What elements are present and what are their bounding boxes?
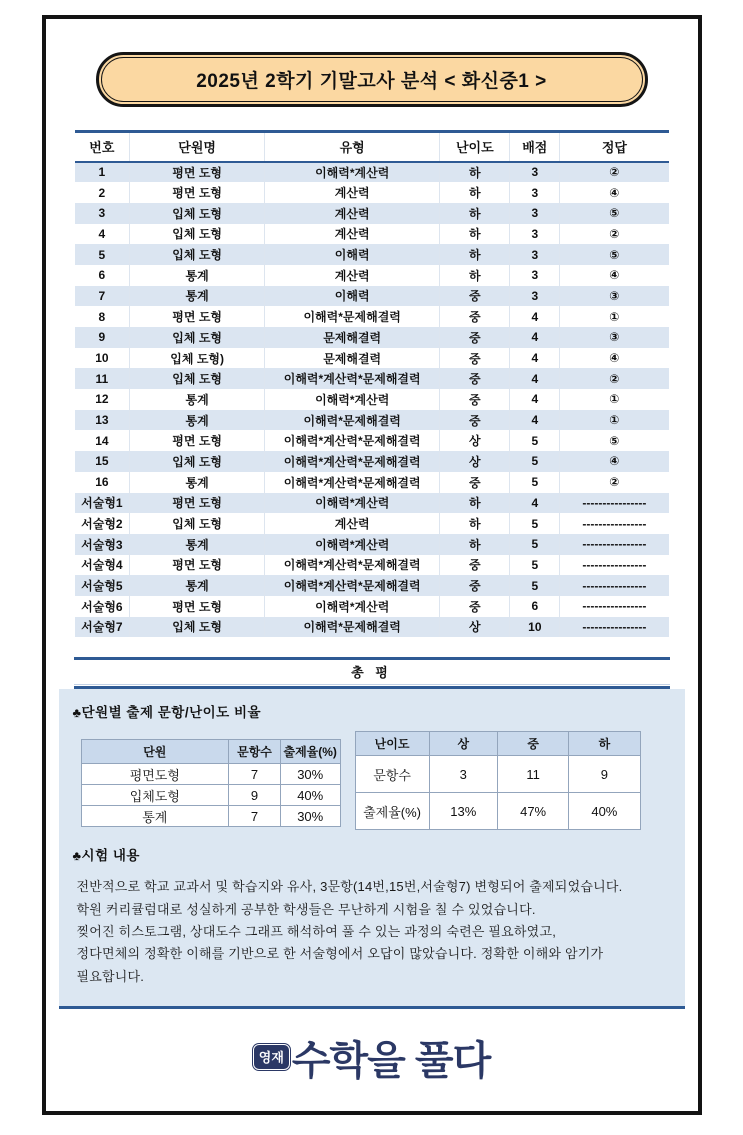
table-cell: 중 (440, 368, 510, 389)
club-suit-icon: ♣ (72, 705, 82, 721)
table-cell: 평면 도형 (130, 555, 265, 576)
table-row (75, 472, 669, 493)
table-cell: 3 (429, 756, 497, 793)
table-row (75, 182, 669, 203)
table-cell: 4 (510, 493, 560, 514)
table-cell: 8 (98, 309, 106, 324)
table-cell: 계산력 (265, 224, 440, 245)
table-cell: 5 (510, 513, 560, 534)
logo-badge: 영재 (253, 1044, 290, 1070)
table-row (75, 513, 669, 534)
table-cell: 4 (510, 410, 560, 431)
table-cell: 하 (440, 162, 510, 183)
table-row (75, 306, 669, 327)
table-cell: 하 (440, 513, 510, 534)
table-cell: ② (560, 368, 669, 389)
table-cell: ③ (560, 286, 669, 307)
comment-line: 찢어진 히스토그램, 상대도수 그래프 해석하여 풀 수 있는 과정의 숙련은 필요하였고, (76, 924, 557, 940)
table-cell: ---------------- (560, 596, 669, 617)
table-cell: 출제율(%) (355, 793, 429, 830)
exam-content-heading (73, 844, 671, 864)
table-row (75, 224, 669, 245)
table-cell: 계산력 (265, 203, 440, 224)
table-cell: 중 (440, 286, 510, 307)
summary-section (59, 689, 685, 1009)
table-cell: ① (560, 306, 669, 327)
table-cell: 이해력*문제해결력 (265, 306, 440, 327)
table-row (355, 756, 640, 793)
table-cell: 3 (510, 244, 560, 265)
table-cell: 통계 (130, 265, 265, 286)
table-cell: 4 (510, 348, 560, 369)
table-cell: 이해력 (265, 244, 440, 265)
table-cell: 4 (510, 327, 560, 348)
table-header-cell: 유형 (265, 132, 440, 162)
table-cell: 9 (75, 327, 130, 348)
table-cell: 2 (98, 185, 106, 200)
table-cell: 5 (510, 451, 560, 472)
table-cell: 15 (75, 451, 130, 472)
table-cell: 이해력 (265, 286, 440, 307)
table-cell: 입체 도형 (130, 513, 265, 534)
table-cell: ① (560, 389, 669, 410)
table-row (75, 286, 669, 307)
table-cell: 이해력*계산력*문제해결력 (265, 368, 440, 389)
table-header-row (81, 740, 340, 764)
table-cell: 상 (440, 451, 510, 472)
table-cell: 9 (569, 756, 640, 793)
table-cell: 계산력 (265, 265, 440, 286)
table-cell: 이해력*문제해결력 (265, 617, 440, 638)
table-cell: 통계 (130, 389, 265, 410)
club-suit-icon: ♣ (72, 848, 82, 864)
table-cell: 5 (75, 244, 130, 265)
table-cell: 문항수 (355, 756, 429, 793)
table-cell: 하 (440, 244, 510, 265)
table-cell: 3 (510, 203, 560, 224)
table-cell: 중 (440, 306, 510, 327)
table-row (75, 430, 669, 451)
table-cell: ⑤ (560, 244, 669, 265)
table-row (75, 244, 669, 265)
table-cell: 중 (440, 410, 510, 431)
table-cell: 중 (440, 596, 510, 617)
table-cell: ---------------- (560, 534, 669, 555)
table-cell: 상 (440, 617, 510, 638)
table-header-cell: 배점 (510, 132, 560, 162)
table-cell: 평면 도형 (130, 162, 265, 183)
table-cell: 평면 도형 (130, 493, 265, 514)
table-cell: ---------------- (560, 513, 669, 534)
table-cell: 이해력*계산력 (265, 534, 440, 555)
table-cell: 하 (440, 224, 510, 245)
table-cell: ④ (560, 265, 669, 286)
table-cell: 입체 도형 (130, 203, 265, 224)
table-cell: 10 (95, 351, 109, 366)
table-cell: 4 (510, 306, 560, 327)
table-row (75, 493, 669, 514)
table-cell: ---------------- (560, 493, 669, 514)
exam-content-heading-label: 시험 내용 (81, 848, 140, 864)
table-cell: ⑤ (560, 203, 669, 224)
table-cell: 하 (440, 493, 510, 514)
table-row (81, 764, 340, 785)
table-cell: 평면도형 (81, 764, 229, 785)
comment-line: 정다면체의 정확한 이해를 기반으로 한 서술형에서 오답이 많았습니다. 정확한 이해와 암기가 (76, 946, 604, 962)
table-cell: 40% (569, 793, 640, 830)
table-cell: 3 (510, 265, 560, 286)
table-cell: ④ (560, 451, 669, 472)
table-header-cell: 난이도 (355, 732, 429, 756)
table-cell: 이해력*계산력*문제해결력 (265, 555, 440, 576)
table-header-cell: 하 (569, 732, 640, 756)
table-header-cell: 문항수 (229, 740, 281, 764)
table-cell: 하 (440, 182, 510, 203)
table-cell: ⑤ (560, 430, 669, 451)
table-cell: 6 (510, 596, 560, 617)
table-header-cell: 상 (429, 732, 497, 756)
table-cell: 서술형7 (75, 617, 130, 638)
table-cell: 입체도형 (81, 785, 229, 806)
table-cell: 하 (440, 534, 510, 555)
table-cell: 통계 (130, 286, 265, 307)
table-cell: 서술형1 (75, 493, 130, 514)
unit-ratio-heading (73, 701, 671, 721)
table-header-cell: 번호 (75, 132, 130, 162)
table-cell: 서술형3 (75, 534, 130, 555)
table-cell: 문제해결력 (265, 327, 440, 348)
table-cell: 9 (229, 785, 281, 806)
table-cell: 통계 (130, 534, 265, 555)
table-row (75, 451, 669, 472)
table-cell: 이해력*계산력 (265, 493, 440, 514)
table-row (81, 785, 340, 806)
table-cell: 이해력*계산력*문제해결력 (265, 472, 440, 493)
table-cell: ④ (560, 348, 669, 369)
table-row (75, 348, 669, 369)
table-cell: 입체 도형 (130, 244, 265, 265)
table-cell: 이해력*계산력*문제해결력 (265, 575, 440, 596)
table-row (75, 327, 669, 348)
table-cell: 중 (440, 472, 510, 493)
table-cell: 이해력*계산력 (265, 389, 440, 410)
table-cell: 5 (510, 430, 560, 451)
table-cell: 중 (440, 575, 510, 596)
table-cell: 평면 도형 (130, 306, 265, 327)
table-cell: 5 (510, 534, 560, 555)
table-header-cell: 중 (497, 732, 568, 756)
table-cell: 10 (510, 617, 560, 638)
unit-ratio-table (81, 739, 341, 827)
unit-ratio-heading-label: 단원별 출제 문항/난이도 비율 (81, 705, 262, 721)
table-row (81, 806, 340, 827)
table-cell: 입체 도형 (130, 617, 265, 638)
table-cell: 통계 (130, 472, 265, 493)
table-header-cell: 난이도 (440, 132, 510, 162)
table-cell: 3 (510, 286, 560, 307)
table-header-row (355, 732, 640, 756)
comment-line: 학원 커리큘럼대로 성실하게 공부한 학생들은 무난하게 시험을 칠 수 있었습니다. (76, 901, 536, 917)
table-cell: ③ (560, 327, 669, 348)
table-cell: 30% (280, 806, 340, 827)
table-cell: 입체 도형 (130, 224, 265, 245)
table-row (75, 368, 669, 389)
table-cell: 이해력*계산력*문제해결력 (265, 430, 440, 451)
page-title: 2025년 2학기 기말고사 분석 < 화신중1 > (101, 57, 643, 102)
table-cell: ---------------- (560, 555, 669, 576)
table-header-cell: 정답 (560, 132, 669, 162)
table-cell: 12 (95, 392, 109, 407)
table-cell: 중 (440, 348, 510, 369)
table-row (75, 617, 669, 638)
table-cell: 하 (440, 203, 510, 224)
table-cell: 14 (95, 433, 109, 448)
table-cell: 13% (429, 793, 497, 830)
table-cell: 입체 도형 (130, 451, 265, 472)
table-row (75, 596, 669, 617)
table-cell: 평면 도형 (130, 596, 265, 617)
comment-line: 전반적으로 학교 교과서 및 학습지와 유사, 3문항(14번,15번,서술형7) 변형되어 출제되었습니다. (76, 879, 623, 895)
table-cell: ---------------- (560, 617, 669, 638)
table-cell: 11 (75, 368, 130, 389)
table-cell: 3 (510, 182, 560, 203)
table-cell: 상 (440, 430, 510, 451)
table-row (75, 555, 669, 576)
overall-review-band: 총 평 (74, 657, 670, 685)
comment-line: 필요합니다. (76, 968, 145, 984)
table-row (75, 534, 669, 555)
logo-text: 수학을 풀다 (291, 1039, 491, 1084)
table-header-row (75, 132, 669, 162)
table-cell: 평면 도형 (130, 430, 265, 451)
table-cell: 4 (510, 368, 560, 389)
table-cell: 이해력*문제해결력 (265, 410, 440, 431)
table-cell: 47% (497, 793, 568, 830)
table-row (75, 389, 669, 410)
table-cell: 계산력 (265, 513, 440, 534)
table-cell: 통계 (130, 410, 265, 431)
exam-analysis-table (75, 130, 669, 637)
table-cell: 서술형2 (81, 517, 123, 532)
table-cell: 3 (510, 162, 560, 183)
table-cell: 평면 도형 (130, 182, 265, 203)
table-cell: 중 (440, 555, 510, 576)
table-cell: ② (560, 472, 669, 493)
table-cell: 이해력*계산력*문제해결력 (265, 451, 440, 472)
table-cell: 5 (510, 575, 560, 596)
table-cell: 7 (229, 806, 281, 827)
table-cell: 서술형5 (75, 575, 130, 596)
table-cell: 입체 도형) (130, 348, 265, 369)
table-cell: 3 (510, 224, 560, 245)
table-cell: 16 (95, 475, 109, 490)
table-cell: 계산력 (265, 182, 440, 203)
table-cell: 입체 도형 (130, 327, 265, 348)
table-cell: ② (560, 162, 669, 183)
table-row (75, 203, 669, 224)
table-cell: ② (560, 224, 669, 245)
table-cell: 11 (497, 756, 568, 793)
exam-comments (73, 874, 671, 992)
table-cell: 중 (440, 389, 510, 410)
table-header-cell: 단원 (81, 740, 229, 764)
table-header-cell: 단원명 (130, 132, 265, 162)
table-cell: 서술형4 (81, 558, 123, 573)
table-cell: 4 (98, 226, 106, 241)
table-cell: 30% (280, 764, 340, 785)
table-cell: 7 (229, 764, 281, 785)
table-cell: 서술형6 (81, 599, 123, 614)
table-cell: 통계 (130, 575, 265, 596)
table-cell: 하 (440, 265, 510, 286)
table-cell: 통계 (81, 806, 229, 827)
table-row (355, 793, 640, 830)
table-cell: ---------------- (560, 575, 669, 596)
table-cell: ④ (560, 182, 669, 203)
table-cell: 입체 도형 (130, 368, 265, 389)
table-cell: 이해력*계산력 (265, 162, 440, 183)
table-row (75, 162, 669, 183)
table-row (75, 265, 669, 286)
table-cell: 40% (280, 785, 340, 806)
table-cell: 이해력*계산력 (265, 596, 440, 617)
table-cell: 5 (510, 555, 560, 576)
table-cell: 중 (440, 327, 510, 348)
exam-title-pill (96, 52, 648, 107)
table-header-cell: 출제율(%) (280, 740, 340, 764)
table-cell: 5 (510, 472, 560, 493)
academy-logo (46, 1039, 698, 1083)
table-cell: ① (560, 410, 669, 431)
table-cell: 13 (75, 410, 130, 431)
summary-tables-row (73, 731, 671, 830)
table-row (75, 410, 669, 431)
table-cell: 1 (75, 162, 130, 183)
document-page (42, 15, 702, 1115)
table-cell: 4 (510, 389, 560, 410)
table-cell: 문제해결력 (265, 348, 440, 369)
table-cell: 3 (75, 203, 130, 224)
table-cell: 6 (98, 268, 106, 283)
table-row (75, 575, 669, 596)
table-cell: 7 (75, 286, 130, 307)
difficulty-ratio-table (355, 731, 641, 830)
